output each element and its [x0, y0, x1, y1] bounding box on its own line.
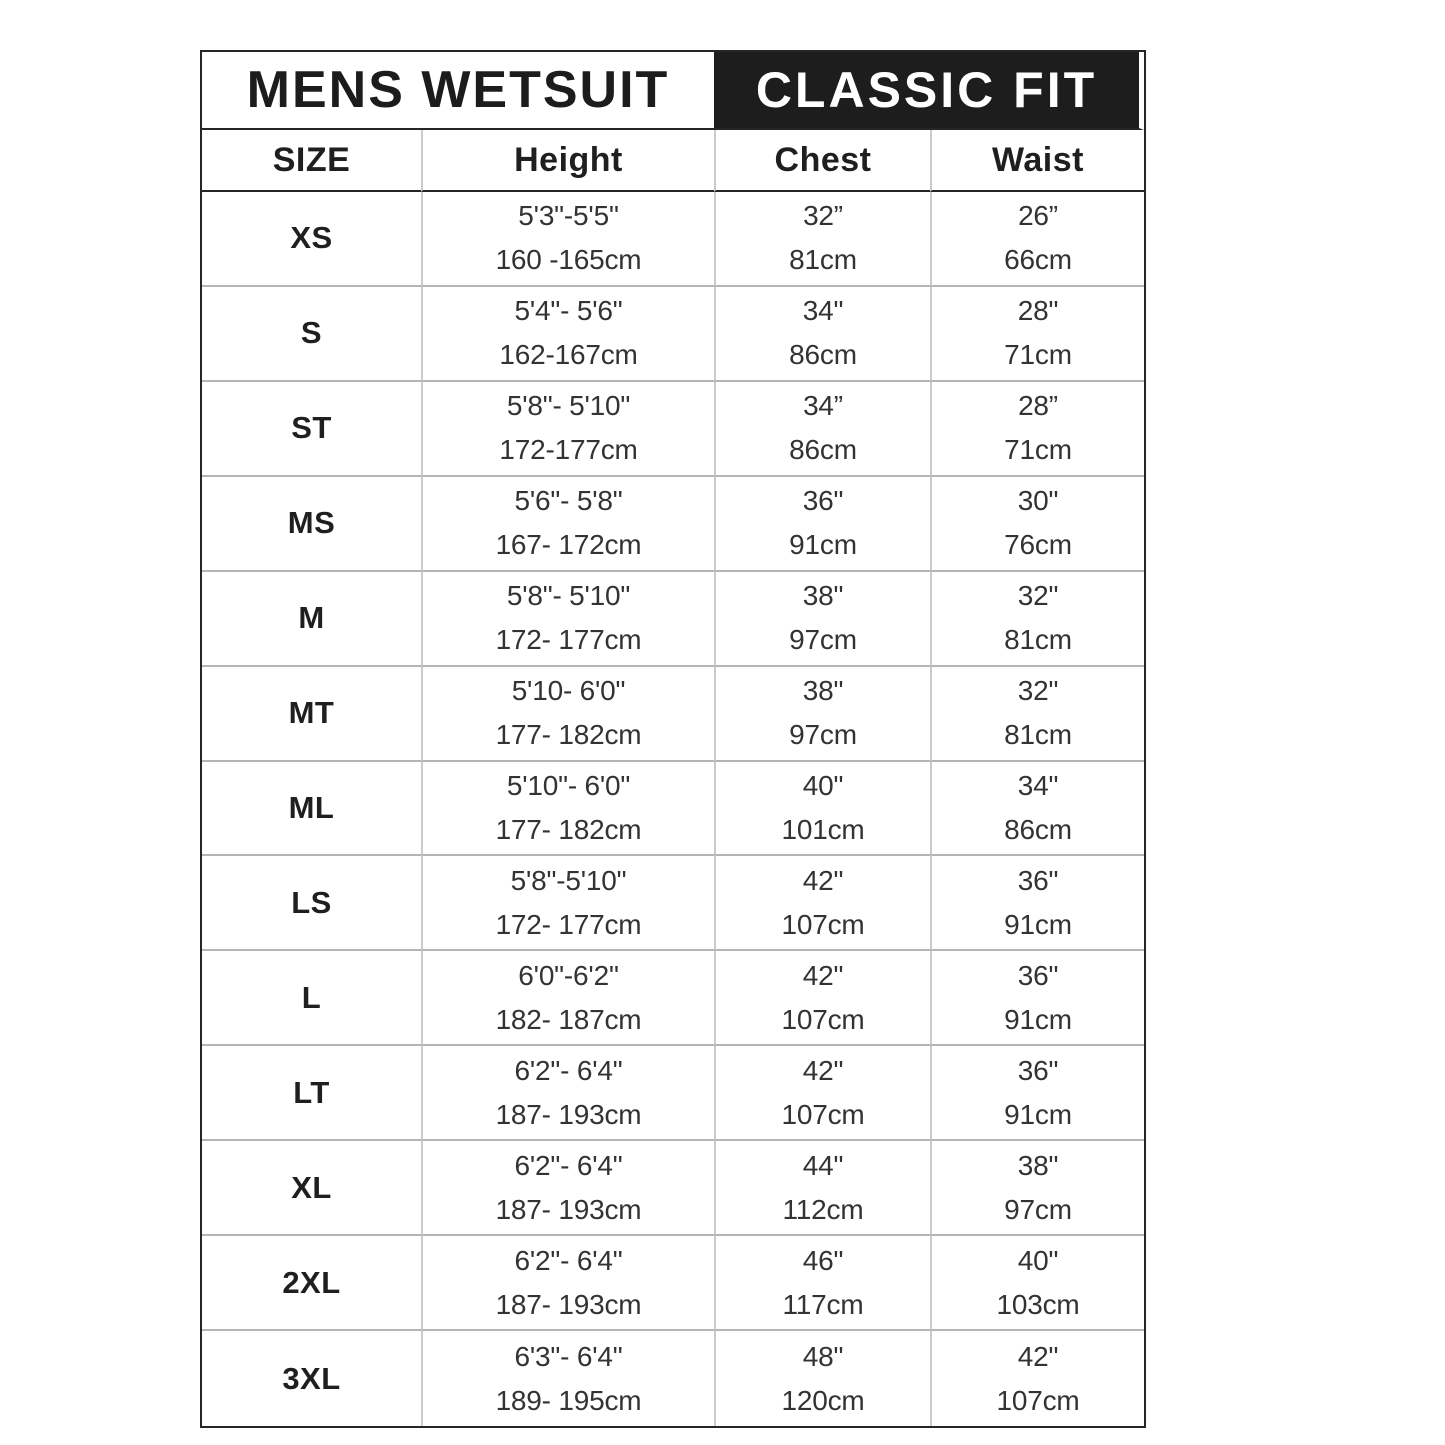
- height-cell: [421, 1331, 714, 1426]
- height-cell: [421, 762, 714, 857]
- waist-cell-line: 36": [1017, 1054, 1059, 1086]
- height-cell-line: 187- 193cm: [495, 1098, 642, 1130]
- height-cell-line: 5'8"-5'10": [510, 864, 627, 896]
- chest-cell: [714, 382, 930, 477]
- chest-cell: [714, 951, 930, 1046]
- chest-cell: [714, 477, 930, 572]
- height-cell-line: 5'8"- 5'10": [506, 390, 631, 422]
- size-cell: L: [202, 951, 421, 1046]
- height-cell-line: 172-177cm: [499, 434, 638, 466]
- height-cell: [421, 477, 714, 572]
- waist-cell-line: 32": [1017, 675, 1059, 707]
- waist-cell: [930, 1141, 1144, 1236]
- height-cell-line: 187- 193cm: [495, 1193, 642, 1225]
- chest-cell: [714, 1141, 930, 1236]
- height-cell-line: 172- 177cm: [495, 908, 642, 940]
- waist-cell-line: 32": [1017, 580, 1059, 612]
- height-cell-line: 5'8"- 5'10": [506, 580, 631, 612]
- size-chart-grid: [202, 52, 1144, 1426]
- height-cell: [421, 287, 714, 382]
- waist-cell-line: 71cm: [1004, 434, 1072, 466]
- height-cell-line: 182- 187cm: [495, 1003, 642, 1035]
- waist-cell-line: 26”: [1018, 200, 1058, 232]
- size-cell: 2XL: [202, 1236, 421, 1331]
- height-cell-line: 6'2"- 6'4": [514, 1244, 623, 1276]
- chest-cell-line: 117cm: [782, 1288, 864, 1320]
- height-cell-line: 5'3"-5'5": [518, 200, 619, 232]
- height-cell: [421, 192, 714, 287]
- chest-cell: [714, 1236, 930, 1331]
- chest-cell: [714, 1046, 930, 1141]
- waist-cell: [930, 572, 1144, 667]
- waist-cell-line: 86cm: [1004, 813, 1072, 845]
- waist-cell-line: 76cm: [1004, 529, 1072, 561]
- size-cell: LT: [202, 1046, 421, 1141]
- height-cell-line: 6'0"-6'2": [518, 959, 619, 991]
- waist-cell-line: 34": [1017, 769, 1059, 801]
- height-cell-line: 5'4"- 5'6": [514, 295, 623, 327]
- column-header-chest: Chest: [714, 130, 930, 192]
- chest-cell-line: 44": [802, 1149, 844, 1181]
- size-cell: M: [202, 572, 421, 667]
- chest-cell: [714, 572, 930, 667]
- chest-cell: [714, 192, 930, 287]
- height-cell-line: 5'10"- 6'0": [506, 769, 631, 801]
- waist-cell-line: 30": [1017, 485, 1059, 517]
- waist-cell-line: 42": [1017, 1340, 1059, 1372]
- height-cell-line: 172- 177cm: [495, 624, 642, 656]
- size-cell: S: [202, 287, 421, 382]
- waist-cell: [930, 382, 1144, 477]
- waist-cell-line: 28": [1017, 295, 1059, 327]
- height-cell: [421, 856, 714, 951]
- waist-cell: [930, 667, 1144, 762]
- size-cell: 3XL: [282, 1360, 341, 1396]
- chest-cell-line: 38": [802, 580, 844, 612]
- size-cell: MT: [202, 667, 421, 762]
- chest-cell-line: 97cm: [789, 719, 857, 751]
- height-cell-line: 177- 182cm: [495, 719, 642, 751]
- waist-cell-line: 91cm: [1004, 1003, 1072, 1035]
- height-cell-line: 5'10- 6'0": [511, 675, 626, 707]
- chest-cell-line: 36": [802, 485, 844, 517]
- size-cell: ST: [202, 382, 421, 477]
- waist-cell-line: 91cm: [1004, 1098, 1072, 1130]
- height-cell: [421, 1236, 714, 1331]
- height-cell-line: 5'6"- 5'8": [514, 485, 623, 517]
- height-cell-line: 187- 193cm: [495, 1288, 642, 1320]
- chest-cell-line: 107cm: [781, 1098, 865, 1130]
- column-header-size: SIZE: [202, 130, 421, 192]
- chest-cell-line: 32”: [803, 200, 843, 232]
- chest-cell: [714, 856, 930, 951]
- chest-cell: [714, 762, 930, 857]
- height-cell: [421, 667, 714, 762]
- waist-cell: [930, 762, 1144, 857]
- height-cell-line: 6'2"- 6'4": [514, 1149, 623, 1181]
- height-cell-line: 160 -165cm: [495, 244, 642, 276]
- height-cell: [421, 1141, 714, 1236]
- chest-cell-line: 38": [802, 675, 844, 707]
- waist-cell-line: 91cm: [1004, 908, 1072, 940]
- waist-cell: [930, 1331, 1144, 1426]
- height-cell-line: 6'3"- 6'4": [514, 1340, 623, 1372]
- chest-cell-line: 86cm: [789, 339, 857, 371]
- chest-cell: [714, 1331, 930, 1426]
- height-cell-line: 162-167cm: [499, 339, 638, 371]
- chest-cell-line: 48": [802, 1340, 844, 1372]
- size-cell: MS: [202, 477, 421, 572]
- waist-cell-line: 81cm: [1004, 719, 1072, 751]
- height-cell-line: 167- 172cm: [495, 529, 642, 561]
- chart-title: MENS WETSUIT: [202, 52, 714, 130]
- waist-cell-line: 107cm: [996, 1384, 1080, 1416]
- waist-cell-line: 38": [1017, 1149, 1059, 1181]
- height-cell: [421, 382, 714, 477]
- height-cell-line: 189- 195cm: [495, 1384, 642, 1416]
- chest-cell-line: 81cm: [789, 244, 857, 276]
- chest-cell: [714, 287, 930, 382]
- chest-cell-line: 120cm: [781, 1384, 865, 1416]
- chest-cell-line: 34”: [803, 390, 843, 422]
- waist-cell: [930, 1046, 1144, 1141]
- waist-cell: [930, 192, 1144, 287]
- waist-cell: [930, 856, 1144, 951]
- fit-label: CLASSIC FIT: [714, 52, 1144, 130]
- chest-cell: [714, 667, 930, 762]
- chest-cell-line: 40": [802, 769, 844, 801]
- height-cell-line: 6'2"- 6'4": [514, 1054, 623, 1086]
- waist-cell: [930, 1236, 1144, 1331]
- wetsuit-size-chart: [200, 50, 1146, 1428]
- column-header-height: Height: [421, 130, 714, 192]
- chest-cell-line: 101cm: [781, 813, 865, 845]
- chest-cell-line: 107cm: [781, 908, 865, 940]
- chest-cell-line: 86cm: [789, 434, 857, 466]
- height-cell-line: 177- 182cm: [495, 813, 642, 845]
- chest-cell-line: 46": [802, 1244, 844, 1276]
- waist-cell-line: 103cm: [996, 1288, 1080, 1320]
- height-cell: [421, 951, 714, 1046]
- waist-cell-line: 36": [1017, 959, 1059, 991]
- waist-cell: [930, 287, 1144, 382]
- waist-cell-line: 97cm: [1004, 1193, 1072, 1225]
- waist-cell: [930, 477, 1144, 572]
- chest-cell-line: 42": [802, 1054, 844, 1086]
- waist-cell-line: 28”: [1018, 390, 1058, 422]
- waist-cell-line: 81cm: [1004, 624, 1072, 656]
- size-cell: LS: [202, 856, 421, 951]
- waist-cell-line: 71cm: [1004, 339, 1072, 371]
- waist-cell-line: 40": [1017, 1244, 1059, 1276]
- chest-cell-line: 42": [802, 864, 844, 896]
- chest-cell-line: 34": [802, 295, 844, 327]
- chest-cell-line: 112cm: [782, 1193, 864, 1225]
- column-header-waist: Waist: [930, 130, 1144, 192]
- height-cell: [421, 1046, 714, 1141]
- size-cell: ML: [202, 762, 421, 857]
- waist-cell: [930, 951, 1144, 1046]
- chest-cell-line: 97cm: [789, 624, 857, 656]
- waist-cell-line: 36": [1017, 864, 1059, 896]
- waist-cell-line: 66cm: [1004, 244, 1072, 276]
- height-cell: [421, 572, 714, 667]
- size-cell: XS: [202, 192, 421, 287]
- chest-cell-line: 107cm: [781, 1003, 865, 1035]
- chest-cell-line: 91cm: [789, 529, 857, 561]
- size-cell: XL: [202, 1141, 421, 1236]
- chest-cell-line: 42": [802, 959, 844, 991]
